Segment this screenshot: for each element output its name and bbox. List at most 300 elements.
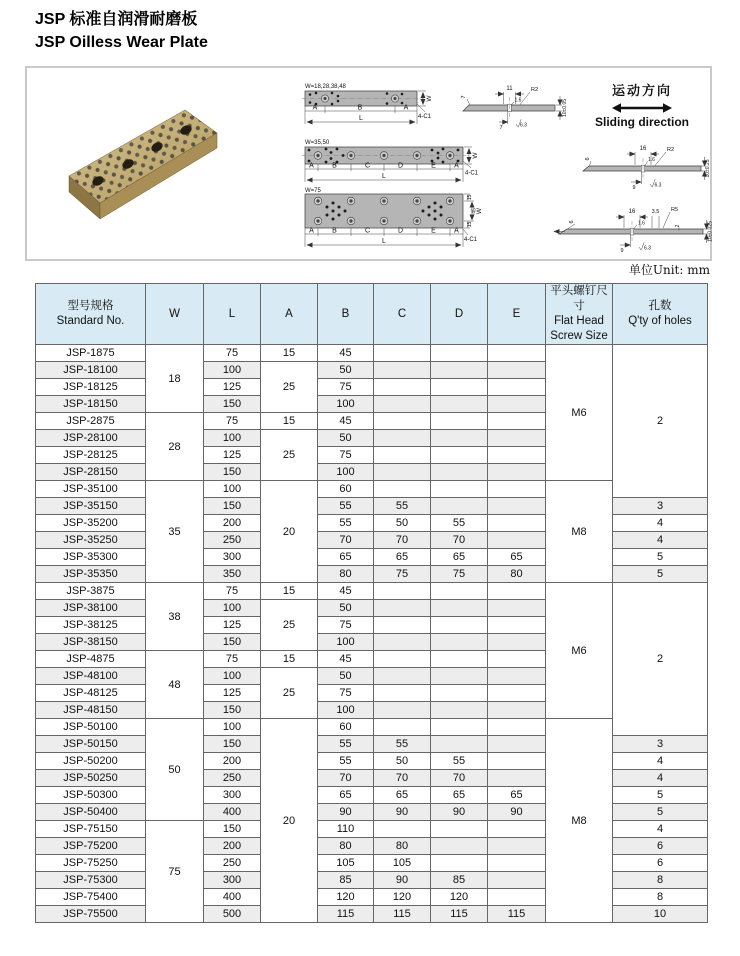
cell-E (488, 838, 546, 855)
cell-A: 15 (261, 583, 318, 600)
taper-dim: 7 (461, 95, 467, 99)
cell-W: 48 (146, 651, 204, 719)
offset-dim: 9 (620, 248, 624, 254)
cell-C (374, 345, 431, 362)
cell-holes: 2 (613, 583, 708, 736)
cell-B: 55 (318, 498, 374, 515)
cell-C: 65 (374, 549, 431, 566)
cell-L: 75 (204, 413, 261, 430)
groove-width-dim: 11 (506, 86, 513, 92)
cell-holes: 4 (613, 532, 708, 549)
offset-dim: 7 (499, 125, 503, 131)
length-label: L (382, 173, 386, 180)
cell-L: 100 (204, 481, 261, 498)
cell-C: 75 (374, 566, 431, 583)
cell-C (374, 379, 431, 396)
table-row (36, 583, 708, 600)
cell-E (488, 872, 546, 889)
cell-std: JSP-50300 (36, 787, 146, 804)
cell-D: 70 (431, 532, 488, 549)
cell-D (431, 362, 488, 379)
cell-B: 100 (318, 634, 374, 651)
side-dim: 15 (467, 194, 473, 201)
cell-std: JSP-75500 (36, 906, 146, 923)
side-dim: 45 (471, 208, 478, 214)
cell-D (431, 634, 488, 651)
cell-D (431, 838, 488, 855)
cell-std: JSP-4875 (36, 651, 146, 668)
wear-plate-3d (69, 110, 217, 219)
finish-dim: 6.3 (654, 182, 662, 189)
cell-B: 100 (318, 396, 374, 413)
cell-E (488, 685, 546, 702)
cell-std: JSP-75250 (36, 855, 146, 872)
cell-L: 150 (204, 396, 261, 413)
seg-label: E (431, 227, 436, 235)
chamfer-label: 4-C1 (464, 237, 478, 243)
groove-width-dim: 16 (639, 146, 647, 152)
cell-C (374, 702, 431, 719)
cell-D: 75 (431, 566, 488, 583)
cell-B: 55 (318, 753, 374, 770)
cell-std: JSP-75400 (36, 889, 146, 906)
sliding-direction-zh: 运动方向 (611, 83, 672, 98)
cell-C: 120 (374, 889, 431, 906)
header-a: A (261, 284, 318, 345)
seg-label: A (309, 227, 314, 235)
cell-D (431, 413, 488, 430)
cell-E (488, 413, 546, 430)
cell-B: 80 (318, 566, 374, 583)
cell-L: 400 (204, 889, 261, 906)
cell-holes: 4 (613, 821, 708, 838)
cell-C: 90 (374, 872, 431, 889)
cell-E: 65 (488, 549, 546, 566)
cell-B: 60 (318, 719, 374, 736)
cell-A: 25 (261, 430, 318, 481)
cell-std: JSP-50400 (36, 804, 146, 821)
cell-std: JSP-38125 (36, 617, 146, 634)
cell-E (488, 532, 546, 549)
plan-drawing-wide (305, 186, 483, 250)
cell-C (374, 651, 431, 668)
cell-E: 80 (488, 566, 546, 583)
cell-E (488, 379, 546, 396)
cell-C: 70 (374, 770, 431, 787)
cell-E (488, 345, 546, 362)
cell-holes: 3 (613, 498, 708, 515)
chamfer-label: 4-C1 (418, 114, 432, 120)
cell-L: 300 (204, 872, 261, 889)
width-dim-label: W (426, 95, 433, 102)
cell-D (431, 600, 488, 617)
cell-C: 55 (374, 736, 431, 753)
section-drawing-1 (459, 78, 569, 136)
cell-L: 200 (204, 753, 261, 770)
cell-std: JSP-3875 (36, 583, 146, 600)
cell-W: 50 (146, 719, 204, 821)
cell-D (431, 702, 488, 719)
cell-C (374, 396, 431, 413)
cell-E (488, 668, 546, 685)
cell-A: 20 (261, 481, 318, 583)
header-d: D (431, 284, 488, 345)
cell-E (488, 481, 546, 498)
cell-std: JSP-50100 (36, 719, 146, 736)
seg-label: A (403, 104, 409, 112)
cell-A: 20 (261, 719, 318, 923)
cell-D: 120 (431, 889, 488, 906)
cell-E (488, 583, 546, 600)
cell-D (431, 668, 488, 685)
cell-C: 90 (374, 804, 431, 821)
cell-B: 60 (318, 481, 374, 498)
cell-D: 55 (431, 515, 488, 532)
cell-std: JSP-28125 (36, 447, 146, 464)
cell-D (431, 719, 488, 736)
thickness-dim: 10±0.025 (707, 221, 714, 242)
cell-B: 70 (318, 532, 374, 549)
seg-label: B (357, 104, 363, 112)
cell-L: 100 (204, 362, 261, 379)
cell-L: 100 (204, 668, 261, 685)
cell-C (374, 668, 431, 685)
cell-L: 350 (204, 566, 261, 583)
cell-std: JSP-18125 (36, 379, 146, 396)
cell-L: 150 (204, 702, 261, 719)
cell-D (431, 498, 488, 515)
cell-W: 28 (146, 413, 204, 481)
cell-B: 100 (318, 702, 374, 719)
cell-L: 300 (204, 787, 261, 804)
cell-E: 65 (488, 787, 546, 804)
cell-D (431, 447, 488, 464)
cell-W: 35 (146, 481, 204, 583)
cell-E (488, 753, 546, 770)
cell-C (374, 719, 431, 736)
cell-C: 50 (374, 753, 431, 770)
cell-B: 45 (318, 651, 374, 668)
cell-std: JSP-35350 (36, 566, 146, 583)
cell-C (374, 821, 431, 838)
cell-E (488, 430, 546, 447)
cell-B: 115 (318, 906, 374, 923)
cell-C: 50 (374, 515, 431, 532)
cell-std: JSP-38150 (36, 634, 146, 651)
cell-B: 45 (318, 345, 374, 362)
cell-D (431, 430, 488, 447)
cell-D (431, 345, 488, 362)
cell-E (488, 498, 546, 515)
seg-label: E (431, 162, 436, 170)
thickness-dim: 10±0.25 (705, 159, 711, 178)
header-b: B (318, 284, 374, 345)
cell-holes: 4 (613, 753, 708, 770)
cell-L: 100 (204, 600, 261, 617)
cell-std: JSP-2875 (36, 413, 146, 430)
cell-D (431, 651, 488, 668)
cell-std: JSP-50250 (36, 770, 146, 787)
cell-std: JSP-38100 (36, 600, 146, 617)
cell-std: JSP-35250 (36, 532, 146, 549)
cell-B: 110 (318, 821, 374, 838)
side-dim: 15 (467, 221, 473, 228)
cell-C: 115 (374, 906, 431, 923)
cell-C: 55 (374, 498, 431, 515)
cell-B: 85 (318, 872, 374, 889)
finish-dim: 6.3 (520, 122, 527, 129)
groove-width-dim: 16 (628, 209, 636, 215)
cell-E (488, 719, 546, 736)
cell-L: 150 (204, 821, 261, 838)
cell-L: 100 (204, 430, 261, 447)
cell-E (488, 515, 546, 532)
roughness-dim: 1.6 (648, 157, 655, 163)
cell-W: 75 (146, 821, 204, 923)
cell-std: JSP-35300 (36, 549, 146, 566)
plan3-width-label: W=75 (305, 188, 321, 194)
cell-E (488, 464, 546, 481)
cell-holes: 8 (613, 889, 708, 906)
cell-std: JSP-1875 (36, 345, 146, 362)
cell-std: JSP-35100 (36, 481, 146, 498)
cell-B: 50 (318, 430, 374, 447)
page-title-zh: JSP 标准自润滑耐磨板 (35, 11, 198, 28)
cell-L: 400 (204, 804, 261, 821)
offset-dim: 9 (632, 185, 636, 191)
width-dim-label: W (472, 152, 479, 159)
cell-C: 105 (374, 855, 431, 872)
cell-B: 50 (318, 668, 374, 685)
header-screw-size: 平头螺钉尺寸 Flat Head Screw Size (546, 284, 613, 345)
width-dim-label: W (476, 207, 483, 215)
table-row (36, 481, 708, 498)
cell-holes: 5 (613, 804, 708, 821)
figure-panel (25, 66, 712, 261)
cell-L: 125 (204, 685, 261, 702)
chamfer-label: 4-C1 (465, 170, 479, 177)
cell-C (374, 362, 431, 379)
cell-E: 115 (488, 906, 546, 923)
seg-label: C (364, 227, 371, 235)
seg-label: A (312, 104, 318, 112)
plan2-width-label: W=35,50 (305, 140, 330, 146)
cell-L: 125 (204, 447, 261, 464)
cell-B: 45 (318, 413, 374, 430)
sliding-direction-en: Sliding direction (594, 115, 689, 129)
cell-E (488, 396, 546, 413)
seg-label: A (454, 227, 459, 235)
cell-holes: 8 (613, 872, 708, 889)
cell-holes: 5 (613, 787, 708, 804)
cell-E (488, 600, 546, 617)
cell-L: 125 (204, 617, 261, 634)
header-standard-no: 型号规格 Standard No. (36, 284, 146, 345)
cell-C (374, 413, 431, 430)
cell-D: 70 (431, 770, 488, 787)
radius-dim: R2 (667, 147, 675, 153)
cell-L: 250 (204, 855, 261, 872)
cell-L: 200 (204, 838, 261, 855)
plan1-width-label: W=18,28,38,48 (305, 84, 346, 90)
cell-C (374, 481, 431, 498)
page-title-en: JSP Oilless Wear Plate (35, 34, 208, 51)
cell-std: JSP-48125 (36, 685, 146, 702)
length-label: L (382, 238, 386, 245)
cell-L: 250 (204, 532, 261, 549)
cell-holes: 10 (613, 906, 708, 923)
cell-D: 65 (431, 787, 488, 804)
cell-screw: M6 (546, 583, 613, 719)
cell-E: 90 (488, 804, 546, 821)
seg-label: A (454, 162, 459, 170)
cell-B: 120 (318, 889, 374, 906)
cell-holes: 4 (613, 515, 708, 532)
cell-holes: 2 (613, 345, 708, 498)
cell-B: 75 (318, 379, 374, 396)
cell-B: 70 (318, 770, 374, 787)
seg-label: A (309, 162, 314, 170)
taper-dim: 6 (569, 220, 575, 224)
cell-holes: 6 (613, 855, 708, 872)
cell-D: 65 (431, 549, 488, 566)
cell-std: JSP-75150 (36, 821, 146, 838)
cell-E (488, 617, 546, 634)
cell-B: 80 (318, 838, 374, 855)
cell-C (374, 430, 431, 447)
cell-A: 15 (261, 413, 318, 430)
cell-std: JSP-28150 (36, 464, 146, 481)
cell-std: JSP-35200 (36, 515, 146, 532)
page-title (35, 8, 208, 54)
cell-holes: 4 (613, 770, 708, 787)
cell-L: 150 (204, 736, 261, 753)
cell-L: 75 (204, 651, 261, 668)
cell-B: 55 (318, 736, 374, 753)
cell-E (488, 736, 546, 753)
cell-B: 50 (318, 362, 374, 379)
cell-B: 75 (318, 617, 374, 634)
cell-L: 75 (204, 583, 261, 600)
table-row (36, 719, 708, 736)
product-photo (33, 72, 291, 252)
cell-D (431, 821, 488, 838)
seg-label: C (364, 162, 371, 170)
cell-holes: 6 (613, 838, 708, 855)
cell-C (374, 634, 431, 651)
cell-B: 100 (318, 464, 374, 481)
cell-D (431, 379, 488, 396)
cell-screw: M8 (546, 719, 613, 923)
cell-std: JSP-18100 (36, 362, 146, 379)
cell-screw: M8 (546, 481, 613, 583)
cell-A: 15 (261, 345, 318, 362)
cell-B: 45 (318, 583, 374, 600)
cell-B: 75 (318, 685, 374, 702)
seg-label: B (332, 227, 337, 235)
section-drawing-2 (575, 140, 710, 192)
cell-E (488, 362, 546, 379)
cell-E (488, 889, 546, 906)
cell-E (488, 821, 546, 838)
cell-D: 85 (431, 872, 488, 889)
cell-C (374, 447, 431, 464)
cell-L: 100 (204, 719, 261, 736)
step-dim: 3.5 (651, 209, 660, 215)
section-drawing-3 (551, 200, 713, 256)
edge-dim: 2 (675, 224, 681, 228)
cell-B: 65 (318, 787, 374, 804)
table-header-row (36, 284, 708, 345)
cell-C (374, 685, 431, 702)
cell-D (431, 855, 488, 872)
header-c: C (374, 284, 431, 345)
cell-std: JSP-28100 (36, 430, 146, 447)
cell-B: 50 (318, 600, 374, 617)
cell-D (431, 583, 488, 600)
plan-drawing-medium (305, 138, 483, 184)
header-holes: 孔数 Q'ty of holes (613, 284, 708, 345)
roughness-dim: 1.6 (638, 220, 645, 227)
cell-E (488, 651, 546, 668)
cell-std: JSP-18150 (36, 396, 146, 413)
cell-W: 38 (146, 583, 204, 651)
header-l: L (204, 284, 261, 345)
cell-A: 15 (261, 651, 318, 668)
cell-D (431, 736, 488, 753)
cell-B: 65 (318, 549, 374, 566)
unit-note: 单位Unit: mm (628, 263, 710, 277)
cell-D: 55 (431, 753, 488, 770)
seg-label: D (397, 162, 404, 170)
cell-holes: 3 (613, 736, 708, 753)
cell-D (431, 617, 488, 634)
cell-E (488, 634, 546, 651)
cell-L: 125 (204, 379, 261, 396)
cell-B: 55 (318, 515, 374, 532)
roughness-dim: 1.6 (514, 97, 522, 104)
cell-std: JSP-75300 (36, 872, 146, 889)
cell-std: JSP-50200 (36, 753, 146, 770)
cell-L: 150 (204, 634, 261, 651)
cell-D (431, 464, 488, 481)
seg-label: D (397, 227, 404, 235)
header-e: E (488, 284, 546, 345)
cell-D (431, 481, 488, 498)
cell-D (431, 685, 488, 702)
cell-C (374, 617, 431, 634)
cell-E (488, 447, 546, 464)
plan-drawing-narrow (305, 82, 465, 134)
cell-L: 75 (204, 345, 261, 362)
cell-B: 105 (318, 855, 374, 872)
cell-L: 150 (204, 464, 261, 481)
cell-W: 18 (146, 345, 204, 413)
cell-D: 115 (431, 906, 488, 923)
cell-C (374, 464, 431, 481)
cell-C (374, 600, 431, 617)
cell-std: JSP-35150 (36, 498, 146, 515)
cell-D: 90 (431, 804, 488, 821)
header-w: W (146, 284, 204, 345)
cell-holes: 5 (613, 566, 708, 583)
length-label: L (359, 115, 363, 122)
cell-L: 500 (204, 906, 261, 923)
cell-L: 200 (204, 515, 261, 532)
cell-screw: M6 (546, 345, 613, 481)
cell-A: 25 (261, 362, 318, 413)
radius-dim: R5 (671, 207, 679, 213)
